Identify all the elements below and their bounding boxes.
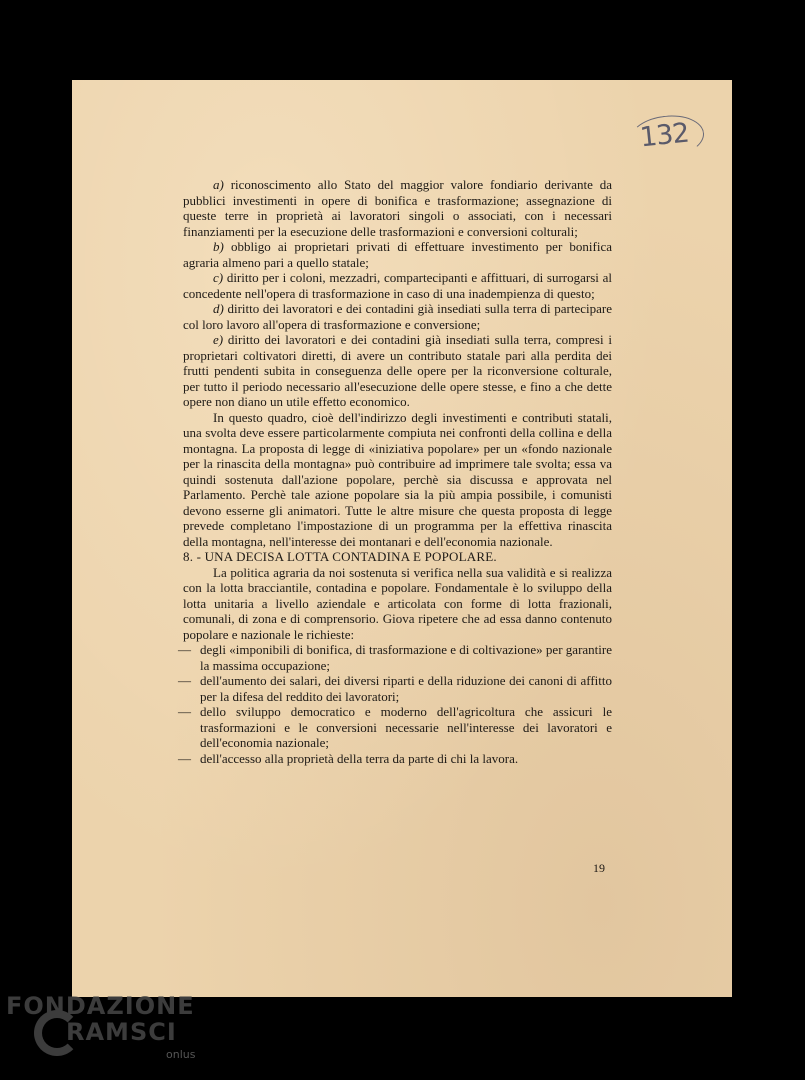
document-page bbox=[72, 80, 732, 997]
item-label: e) bbox=[213, 332, 224, 347]
page-number: 19 bbox=[593, 861, 605, 875]
section-heading: 8. - UNA DECISA LOTTA CONTADINA E POPOLARE. bbox=[183, 549, 497, 564]
paragraph-a: a) riconoscimento allo Stato del maggior valore fondiario derivante da pubblici investimenti in opere di bonifica e trasformazione; assegnazione di queste terre in proprietà ai lavoratori singoli o associati, con i necessari finanziamenti per la esecuzione delle trasformazioni e conversioni colturali; bbox=[183, 177, 612, 239]
item-label: a) bbox=[213, 177, 224, 192]
paragraph-d: d) diritto dei lavoratori e dei contadini già insediati sulla terra di partecipare col loro lavoro all'opera di trasformazione e conversione; bbox=[183, 301, 612, 332]
item-label: b) bbox=[213, 239, 224, 254]
paragraph-lotta: La politica agraria da noi sostenuta si verifica nella sua validità e si realizza con la lotta bracciantile, contadina e popolare. Fondamentale è lo sviluppo della lotta unitaria a livello aziendale e articolata con forme di lotta frazionali, comunali, di zona e di comprensorio. Giova ripetere che ad essa danno contenuto popolare e nazionale le richieste: bbox=[183, 564, 612, 642]
annotation-circle bbox=[628, 112, 706, 162]
body-text bbox=[178, 177, 612, 766]
dash-item: — dell'aumento dei salari, dei diversi riparti e della riduzione dei canoni di affitto per la difesa del reddito dei lavoratori; bbox=[178, 673, 612, 704]
handwritten-page-annotation: 132 bbox=[639, 118, 691, 154]
paragraph-e: e) diritto dei lavoratori e dei contadini già insediati sulla terra, compresi i proprietari coltivatori diretti, di avere un contributo statale pari alla perdita dei frutti pendenti subita in conseguenza delle opere per la riconversione colturale, per tutto il periodo necessario all'esecuzione delle opere stesse, e fino a che dette opere non diano un utile effetto economico. bbox=[183, 332, 612, 409]
dash-item: — dell'accesso alla proprietà della terra da parte di chi la lavora. bbox=[178, 750, 519, 766]
dash-item: — dello sviluppo democratico e moderno dell'agricoltura che assicuri le trasformazioni e le conversioni necessarie nell'interesse dei lavoratori e dell'economia nazionale; bbox=[178, 704, 612, 750]
dash-item: — degli «imponibili di bonifica, di trasformazione e di coltivazione» per garantire la massima occupazione; bbox=[178, 642, 612, 673]
logo-line-2: RAMSCI bbox=[66, 1018, 177, 1046]
logo-line-1: FONDAZIONE bbox=[6, 992, 195, 1020]
paragraph-c: c) diritto per i coloni, mezzadri, compartecipanti e affittuari, di surrogarsi al concedente nell'opera di trasformazione in caso di una inadempienza di questo; bbox=[183, 270, 612, 301]
paragraph-b: b) obbligo ai proprietari privati di effettuare investimento per bonifica agraria almeno pari a quello statale; bbox=[183, 239, 612, 270]
paragraph-montagna: In questo quadro, cioè dell'indirizzo degli investimenti e contributi statali, una svolta deve essere particolarmente compiuta nei confronti della collina e della montagna. La proposta di legge di «iniziativa popolare» per un «fondo nazionale per la rinascita della montagna» può contribuire ad imprimere tale svolta; essa va quindi sostenuta dall'azione popolare, perchè sia discussa e approvata nel Parlamento. Perchè tale azione popolare sia la più ampia possibile, i comunisti devono esserne gli animatori. Tutte le altre misure che questa proposta di legge prevede completano l'impostazione di un programma per la effettiva rinascita della montagna, nell'interesse dei montanari e dell'economia nazionale. bbox=[183, 409, 612, 549]
logo-suffix: onlus bbox=[166, 1048, 196, 1061]
item-label: c) bbox=[213, 270, 224, 285]
item-label: d) bbox=[213, 301, 224, 316]
